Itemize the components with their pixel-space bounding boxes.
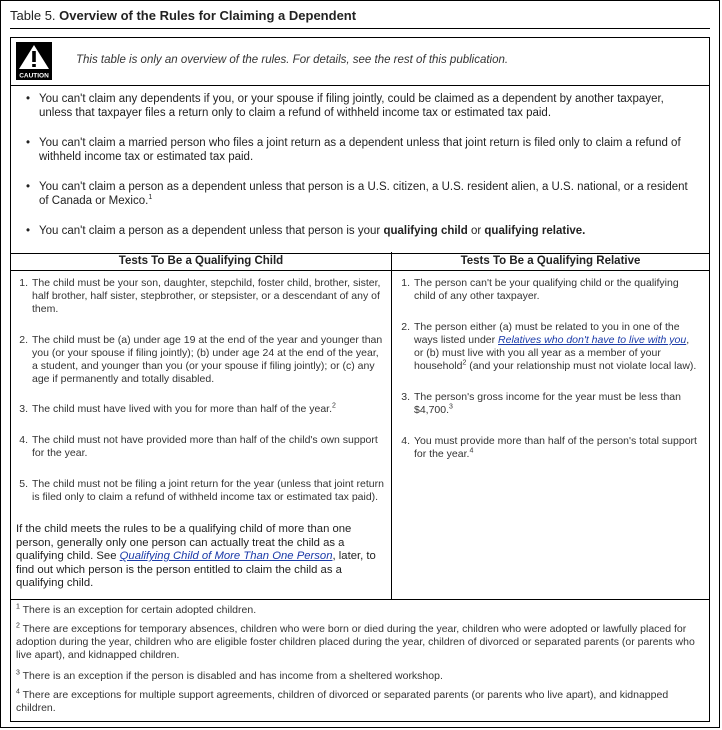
rule-text: You can't claim a person as a dependent unless that person is a U.S. citizen, a U.S. resident alien, a U.S. national, or a resident of Canada or Mexico.$^1$	[39, 181, 688, 207]
footnote-ref: 3	[449, 403, 453, 411]
qualifying-child-heading: Tests To Be a Qualifying Child	[11, 252, 391, 271]
footnote: $^1$ There is an exception for certain adopted children.	[16, 603, 257, 616]
title-rule	[10, 28, 710, 29]
column-divider	[391, 252, 392, 599]
table-number: Table 5.	[10, 8, 56, 23]
footnote: $^4$ There are exceptions for multiple support agreements, children of divorced or separated parents (or parents who live apart), and kidnapped children.	[16, 688, 669, 714]
footnote-ref: 2	[462, 359, 467, 367]
bullet-icon: •	[26, 225, 31, 237]
caution-text: This table is only an overview of the rules. For details, see the rest of this publication.	[76, 54, 509, 66]
footnote-ref: 1	[148, 194, 153, 202]
table-title	[10, 8, 356, 23]
caution-icon	[16, 42, 52, 80]
rule-text: You can't claim a person as a dependent unless that person is your qualifying child or qualifying relative.	[39, 225, 586, 237]
qualifying-child-note: If the child meets the rules to be a qualifying child of more than one person, generally only one person can actually treat the child as a qualifying child. See Qualifying Child of More Than One Person, later, to find out which person is the person entitled to claim the child as a qualifying child.	[16, 523, 376, 589]
caution-box	[10, 37, 710, 86]
rule-text: You can't claim any dependents if you, or your spouse if filing jointly, could be claimed as a dependent by another taxpayer, unless that taxpayer files a return only to claim a refund of withheld income tax or estimated tax paid.	[39, 93, 664, 119]
qualifying-relative-term: qualifying relative.	[484, 225, 586, 237]
footnotes	[10, 599, 710, 722]
rule-text: You can't claim a married person who files a joint return as a dependent unless that joint return is filed only to claim a refund of withheld income tax or estimated tax paid.	[39, 137, 681, 163]
qualifying-relative-heading: Tests To Be a Qualifying Relative	[392, 252, 709, 271]
tests-table: Tests To Be a Qualifying Child Tests To Be a Qualifying Relative 1. The child must be your son, daughter, stepchild, foster child, brother, sister, half brother, half sister, stepbrother, or stepsister, or a descendant of any of them. 2. The child must be (a) under age 19 at the end of the year and younger than you (or your spouse if filing jointly); (b) under age 24 at the end of the year, a student, and younger than you (or your spouse if filing jointly); or (c) any age if permanently and totally disabled. 3. The child must have lived with you for more than half of the year.$^2$ 4. The child must not have provided more than half of the child's own support for the year. 5. The child must not be filing a joint return for the year (unless that joint return is filed only to claim a refund of withheld income tax or estimated tax paid). If the child meets the rules to be a qualifying child of more than one person, generally only one person can actually treat the child as a qualifying child. See Qualifying Child of More Than One Person, later, to find out which person is the person entitled to claim the child as a qualifying child. 1. The person can't be your qualifying child or the qualifying child of any other taxpayer. 2. The person either (a) must be related to you in one of the ways listed under Relatives who don't have to live with you, or (b) must live with you all year as a member of your household$^2$ (and your relationship must not violate local law). 3. The person's gross income for the year must be less than $4,700.$^3$ 4. You must provide more than half of the person's total support for the year.$^4$	[10, 252, 710, 600]
footnote: $^2$ There are exceptions for temporary absences, children who were born or died during the year, children who were adopted or lawfully placed for adoption during the year, children who are eligible foster children placed during the year, children of divorced or separated parents (or parents who live apart), and kidnapped children.	[16, 622, 695, 661]
bullet-icon: •	[26, 181, 31, 193]
relatives-link[interactable]: Relatives who don't have to live with you	[498, 334, 687, 346]
table-heading: Overview of the Rules for Claiming a Dependent	[59, 8, 357, 23]
footnote-ref: 2	[332, 402, 336, 410]
qualifying-child-more-than-one-link[interactable]: Qualifying Child of More Than One Person	[119, 550, 333, 562]
bullet-icon: •	[26, 93, 31, 105]
bullet-icon: •	[26, 137, 31, 149]
general-rules	[10, 85, 710, 254]
footnote-ref: 4	[469, 447, 474, 455]
footnote: $^3$ There is an exception if the person is disabled and has income from a sheltered workshop.	[16, 669, 443, 682]
caution-label: CAUTION	[19, 72, 49, 80]
qualifying-child-term: qualifying child	[383, 225, 468, 237]
